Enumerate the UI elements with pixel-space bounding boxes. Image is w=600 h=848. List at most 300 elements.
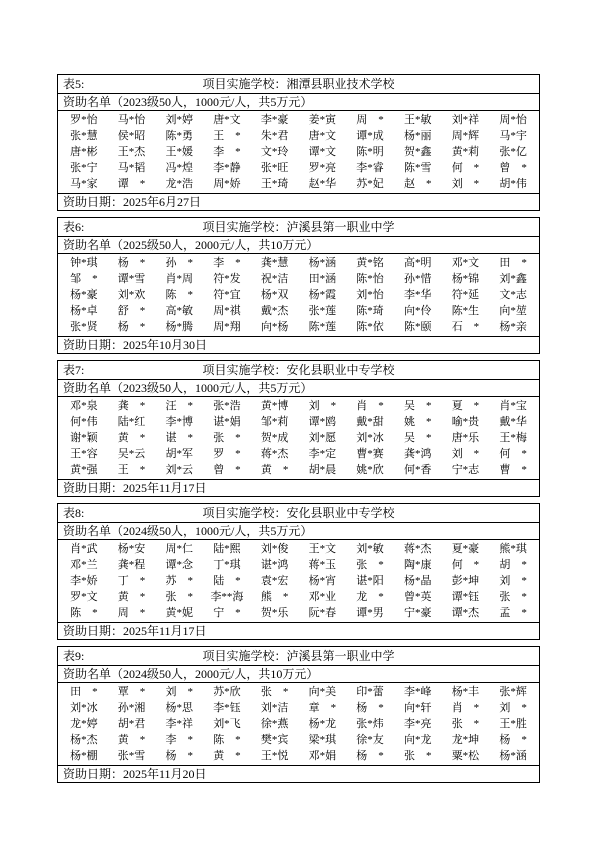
student-name: 黄 * <box>117 591 146 603</box>
student-name: 张 * <box>213 432 241 444</box>
student-name: 杨 * <box>165 750 193 762</box>
student-name: 何*伟 <box>70 416 98 428</box>
student-name: 谭*杰 <box>451 607 480 619</box>
student-name: 龙*婷 <box>70 718 98 730</box>
student-name: 苏*欣 <box>213 686 241 698</box>
school-title: 项目实施学校：泸溪县第一职业中学 <box>202 220 395 234</box>
student-name: 文*玲 <box>260 146 289 158</box>
student-name: 杨*晶 <box>403 575 432 587</box>
school-title: 项目实施学校：安化县职业中专学校 <box>202 506 395 520</box>
student-name: 陈*琦 <box>356 305 384 317</box>
student-name: 徐*友 <box>356 734 384 746</box>
name-row <box>60 446 537 462</box>
student-name: 杨 * <box>117 257 146 269</box>
student-name: 田*涵 <box>308 273 337 285</box>
student-name: 赵*华 <box>308 178 337 190</box>
student-name: 邓*文 <box>451 257 480 269</box>
names-grid <box>58 254 539 336</box>
student-name: 刘 * <box>451 448 480 460</box>
student-name: 杨*亲 <box>499 321 527 333</box>
name-row <box>60 287 537 303</box>
student-name: 王*文 <box>308 543 337 555</box>
funding-table-8 <box>57 503 540 640</box>
name-row <box>60 573 537 589</box>
student-name: 陈*颐 <box>403 321 432 333</box>
name-row <box>60 414 537 430</box>
student-name: 彭*坤 <box>451 575 480 587</box>
student-name: 李*钰 <box>213 702 241 714</box>
student-name: 李*定 <box>308 448 337 460</box>
student-name: 杨*豪 <box>70 289 98 301</box>
student-name: 张 * <box>260 686 289 698</box>
student-name: 邓*泉 <box>70 400 98 412</box>
name-row <box>60 716 537 732</box>
student-name: 刘*敏 <box>356 543 384 555</box>
funding-table-9 <box>57 646 540 783</box>
student-name: 章 * <box>308 702 337 714</box>
name-row <box>60 700 537 716</box>
student-name: 孙*惜 <box>403 273 432 285</box>
student-name: 杨*双 <box>260 289 289 301</box>
student-name: 陈*勇 <box>165 130 193 142</box>
student-name: 张*宁 <box>70 162 98 174</box>
student-name: 戴*华 <box>499 416 527 428</box>
student-name: 肖 * <box>356 400 384 412</box>
student-name: 向*龙 <box>403 734 432 746</box>
student-name: 邹*莉 <box>260 416 289 428</box>
student-name: 杨*腾 <box>165 321 193 333</box>
student-name: 吴*云 <box>117 448 146 460</box>
table-header-row <box>58 75 539 94</box>
student-name: 谭*钰 <box>451 591 480 603</box>
student-name: 刘*婷 <box>165 114 193 126</box>
student-name: 王*杰 <box>117 146 146 158</box>
student-name: 周*翔 <box>213 321 241 333</box>
student-name: 曾*英 <box>403 591 432 603</box>
subsidy-info: 资助名单（2023级50人，1000元/人，共5万元） <box>58 380 539 397</box>
student-name: 陈*明 <box>356 146 384 158</box>
name-row <box>60 430 537 446</box>
student-name: 谭*念 <box>165 559 193 571</box>
name-row <box>60 128 537 144</box>
table-header-row <box>58 361 539 380</box>
student-name: 孙 * <box>165 257 193 269</box>
student-name: 胡*伟 <box>499 178 527 190</box>
student-name: 陆*熙 <box>213 543 241 555</box>
student-name: 刘*鑫 <box>499 273 527 285</box>
student-name: 张*炜 <box>356 718 384 730</box>
student-name: 舒 * <box>117 305 146 317</box>
student-name: 杨*思 <box>165 702 193 714</box>
student-name: 杨*宵 <box>308 575 337 587</box>
student-name: 刘*洁 <box>260 702 289 714</box>
student-name: 吴 * <box>403 432 432 444</box>
student-name: 姜*寅 <box>308 114 337 126</box>
student-name: 苏*妃 <box>356 178 384 190</box>
name-row <box>60 589 537 605</box>
student-name: 胡 * <box>499 559 527 571</box>
student-name: 丁 * <box>117 575 146 587</box>
student-name: 赵 * <box>403 178 432 190</box>
subsidy-info: 资助名单（2023级50人，1000元/人，共5万元） <box>58 94 539 111</box>
student-name: 祝*洁 <box>260 273 289 285</box>
student-name: 张*雪 <box>117 750 146 762</box>
name-row <box>60 319 537 335</box>
student-name: 黄 * <box>117 734 146 746</box>
student-name: 胡*军 <box>165 448 193 460</box>
student-name: 王*敏 <box>403 114 432 126</box>
school-title: 项目实施学校：泸溪县第一职业中学 <box>202 649 395 663</box>
student-name: 杨*霞 <box>308 289 337 301</box>
table-label: 表5: <box>63 77 85 91</box>
student-name: 李*博 <box>165 416 193 428</box>
student-name: 马*韬 <box>117 162 146 174</box>
student-name: 何*香 <box>403 464 432 476</box>
funding-table-5 <box>57 74 540 211</box>
student-name: 龚 * <box>117 400 146 412</box>
student-name: 樊*宾 <box>260 734 289 746</box>
student-name: 陈 * <box>213 734 241 746</box>
student-name: 何 * <box>451 559 480 571</box>
student-name: 张 * <box>165 591 193 603</box>
student-name: 谭*文 <box>308 146 337 158</box>
student-name: 刘 * <box>165 686 193 698</box>
name-row <box>60 462 537 478</box>
subsidy-info: 资助名单（2024级50人，1000元/人，共5万元） <box>58 523 539 540</box>
name-row <box>60 271 537 287</box>
funding-date: 资助日期：2025年11月17日 <box>58 622 539 639</box>
funding-date: 资助日期：2025年6月27日 <box>58 193 539 210</box>
student-name: 李 * <box>213 257 241 269</box>
student-name: 杨 * <box>356 702 384 714</box>
student-name: 胡*晨 <box>308 464 337 476</box>
student-name: 丁*琪 <box>213 559 241 571</box>
student-name: 李*峰 <box>403 686 432 698</box>
student-name: 张*慧 <box>70 130 98 142</box>
student-name: 王*媛 <box>165 146 193 158</box>
student-name: 杨*丰 <box>451 686 480 698</box>
student-name: 黄*博 <box>260 400 289 412</box>
student-name: 陈*生 <box>451 305 480 317</box>
student-name: 周*怡 <box>499 114 527 126</box>
student-name: 谢*颖 <box>70 432 98 444</box>
student-name: 李**海 <box>210 591 244 603</box>
student-name: 黄*莉 <box>451 146 480 158</box>
student-name: 戴*甜 <box>356 416 384 428</box>
funding-table-6 <box>57 217 540 354</box>
student-name: 梁*琪 <box>308 734 337 746</box>
student-name: 孙*湘 <box>117 702 146 714</box>
student-name: 杨*涵 <box>308 257 337 269</box>
student-name: 符*宜 <box>213 289 241 301</box>
student-name: 周 * <box>356 114 384 126</box>
student-name: 龙 * <box>356 591 384 603</box>
student-name: 王*胜 <box>499 718 527 730</box>
student-name: 杨 * <box>499 734 527 746</box>
name-row <box>60 684 537 700</box>
student-name: 杨*涵 <box>499 750 527 762</box>
student-name: 田 * <box>70 686 98 698</box>
student-name: 戴*杰 <box>260 305 289 317</box>
student-name: 杨*锦 <box>451 273 480 285</box>
student-name: 杨*安 <box>117 543 146 555</box>
student-name: 印*蕾 <box>356 686 384 698</box>
student-name: 田 * <box>499 257 527 269</box>
student-name: 谌*鸿 <box>260 559 289 571</box>
student-name: 黄*铭 <box>356 257 384 269</box>
student-name: 谌*阳 <box>356 575 384 587</box>
student-name: 王*琦 <box>260 178 289 190</box>
name-row <box>60 112 537 128</box>
student-name: 李*华 <box>403 289 432 301</box>
student-name: 龚*程 <box>117 559 146 571</box>
student-name: 冯*煌 <box>165 162 193 174</box>
student-name: 曹 * <box>499 464 527 476</box>
student-name: 王*悦 <box>260 750 289 762</box>
student-name: 石 * <box>451 321 480 333</box>
student-name: 罗*怡 <box>70 114 98 126</box>
names-grid <box>58 397 539 479</box>
student-name: 黄 * <box>260 464 289 476</box>
student-name: 黄 * <box>117 432 146 444</box>
student-name: 曹*赛 <box>356 448 384 460</box>
student-name: 孟 * <box>499 607 527 619</box>
student-name: 陈 * <box>165 289 193 301</box>
student-name: 文*志 <box>499 289 527 301</box>
student-name: 徐*燕 <box>260 718 289 730</box>
student-name: 张*贤 <box>70 321 98 333</box>
student-name: 陈*雪 <box>403 162 432 174</box>
student-name: 周 * <box>117 607 146 619</box>
student-name: 谭 * <box>117 178 146 190</box>
student-name: 张 * <box>403 750 432 762</box>
student-name: 杨 * <box>117 321 146 333</box>
student-name: 刘 * <box>499 575 527 587</box>
student-name: 杨*棚 <box>70 750 98 762</box>
student-name: 杨*丽 <box>403 130 432 142</box>
student-name: 刘 * <box>499 702 527 714</box>
student-name: 夏 * <box>451 400 480 412</box>
student-name: 龙*浩 <box>165 178 193 190</box>
student-name: 李*亮 <box>403 718 432 730</box>
student-name: 贺*鑫 <box>403 146 432 158</box>
student-name: 刘*愿 <box>308 432 337 444</box>
student-name: 周*仁 <box>165 543 193 555</box>
student-name: 唐*文 <box>308 130 337 142</box>
student-name: 马*家 <box>70 178 98 190</box>
name-row <box>60 557 537 573</box>
student-name: 蒋*玉 <box>308 559 337 571</box>
student-name: 刘 * <box>451 178 480 190</box>
student-name: 李 * <box>165 734 193 746</box>
student-name: 刘*祥 <box>451 114 480 126</box>
student-name: 阮*春 <box>308 607 337 619</box>
name-row <box>60 303 537 319</box>
student-name: 李*静 <box>213 162 241 174</box>
student-name: 张 * <box>451 718 480 730</box>
student-name: 何 * <box>499 448 527 460</box>
name-row <box>60 732 537 748</box>
student-name: 熊*琪 <box>499 543 527 555</box>
student-name: 汪 * <box>165 400 193 412</box>
student-name: 陆*红 <box>117 416 146 428</box>
student-name: 邓*兰 <box>70 559 98 571</box>
student-name: 王 * <box>117 464 146 476</box>
student-name: 喻*贵 <box>451 416 480 428</box>
student-name: 张 * <box>356 559 384 571</box>
funding-date: 资助日期：2025年11月20日 <box>58 765 539 782</box>
student-name: 熊 * <box>260 591 289 603</box>
student-name: 覃 * <box>117 686 146 698</box>
school-title: 项目实施学校：安化县职业中专学校 <box>202 363 395 377</box>
student-name: 曾 * <box>499 162 527 174</box>
student-name: 陆 * <box>213 575 241 587</box>
student-name: 张 * <box>499 591 527 603</box>
student-name: 谭*男 <box>356 607 384 619</box>
funding-date: 资助日期：2025年10月30日 <box>58 336 539 353</box>
student-name: 胡*君 <box>117 718 146 730</box>
student-name: 谌 * <box>165 432 193 444</box>
student-name: 刘*冰 <box>356 432 384 444</box>
name-row <box>60 160 537 176</box>
student-name: 宁*志 <box>451 464 480 476</box>
student-name: 何 * <box>451 162 480 174</box>
names-grid <box>58 540 539 622</box>
student-name: 周*辉 <box>451 130 480 142</box>
student-name: 龚*鸿 <box>403 448 432 460</box>
student-name: 向*杨 <box>260 321 289 333</box>
student-name: 谭*雪 <box>117 273 146 285</box>
table-header-row <box>58 504 539 523</box>
student-name: 罗*文 <box>70 591 98 603</box>
student-name: 侯*昭 <box>117 130 146 142</box>
name-row <box>60 144 537 160</box>
tables-container <box>57 74 540 789</box>
table-label: 表8: <box>63 506 85 520</box>
student-name: 袁*宏 <box>260 575 289 587</box>
student-name: 向*堃 <box>499 305 527 317</box>
student-name: 李*祥 <box>165 718 193 730</box>
student-name: 谌*娟 <box>213 416 241 428</box>
student-name: 杨*卓 <box>70 305 98 317</box>
school-title: 项目实施学校：湘潭县职业技术学校 <box>202 77 395 91</box>
student-name: 吴 * <box>403 400 432 412</box>
student-name: 肖*周 <box>165 273 193 285</box>
student-name: 肖*武 <box>70 543 98 555</box>
student-name: 钟*琪 <box>70 257 98 269</box>
student-name: 龚*慧 <box>260 257 289 269</box>
student-name: 朱*君 <box>260 130 289 142</box>
student-name: 谭*成 <box>356 130 384 142</box>
student-name: 李*娇 <box>70 575 98 587</box>
student-name: 黄*强 <box>70 464 98 476</box>
student-name: 陈 * <box>70 607 98 619</box>
student-name: 苏 * <box>165 575 193 587</box>
table-label: 表9: <box>63 649 85 663</box>
student-name: 陈*怡 <box>356 273 384 285</box>
student-name: 向*美 <box>308 686 337 698</box>
student-name: 邓*娟 <box>308 750 337 762</box>
name-row <box>60 541 537 557</box>
student-name: 唐*乐 <box>451 432 480 444</box>
student-name: 刘 * <box>308 400 337 412</box>
student-name: 陶*康 <box>403 559 432 571</box>
table-label: 表7: <box>63 363 85 377</box>
names-grid <box>58 111 539 193</box>
student-name: 黄*妮 <box>165 607 193 619</box>
student-name: 杨*杰 <box>70 734 98 746</box>
student-name: 高*敏 <box>165 305 193 317</box>
student-name: 王 * <box>213 130 241 142</box>
student-name: 谭*鸥 <box>308 416 337 428</box>
student-name: 马*怡 <box>117 114 146 126</box>
student-name: 王*梅 <box>499 432 527 444</box>
student-name: 杨 * <box>356 750 384 762</box>
student-name: 张*旺 <box>260 162 289 174</box>
funding-table-7 <box>57 360 540 497</box>
student-name: 贺*乐 <box>260 607 289 619</box>
student-name: 李*睿 <box>356 162 384 174</box>
student-name: 罗*亮 <box>308 162 337 174</box>
student-name: 向*伶 <box>403 305 432 317</box>
student-name: 刘*欢 <box>117 289 146 301</box>
student-name: 陈*依 <box>356 321 384 333</box>
name-row <box>60 176 537 192</box>
student-name: 李 * <box>213 146 241 158</box>
student-name: 邓*业 <box>308 591 337 603</box>
student-name: 刘*冰 <box>70 702 98 714</box>
student-name: 刘*怡 <box>356 289 384 301</box>
student-name: 李*豪 <box>260 114 289 126</box>
name-row <box>60 605 537 621</box>
student-name: 唐*彬 <box>70 146 98 158</box>
student-name: 肖*宝 <box>499 400 527 412</box>
student-name: 周*祺 <box>213 305 241 317</box>
student-name: 张*浩 <box>213 400 241 412</box>
student-name: 宁*豪 <box>403 607 432 619</box>
student-name: 刘*飞 <box>213 718 241 730</box>
student-name: 张*亿 <box>499 146 527 158</box>
student-name: 高*明 <box>403 257 432 269</box>
student-name: 邹 * <box>70 273 98 285</box>
student-name: 杨*龙 <box>308 718 337 730</box>
student-name: 肖 * <box>451 702 480 714</box>
student-name: 姚*欣 <box>356 464 384 476</box>
student-name: 龙*坤 <box>451 734 480 746</box>
name-row <box>60 398 537 414</box>
student-name: 符*延 <box>451 289 480 301</box>
student-name: 姚 * <box>403 416 432 428</box>
student-name: 符*发 <box>213 273 241 285</box>
student-name: 刘*云 <box>165 464 193 476</box>
student-name: 张*辉 <box>499 686 527 698</box>
student-name: 宁 * <box>213 607 241 619</box>
funding-date: 资助日期：2025年11月17日 <box>58 479 539 496</box>
subsidy-info: 资助名单（2025级50人，2000元/人，共10万元） <box>58 237 539 254</box>
names-grid <box>58 683 539 765</box>
student-name: 粟*松 <box>451 750 480 762</box>
table-header-row <box>58 647 539 666</box>
table-label: 表6: <box>63 220 85 234</box>
student-name: 唐*文 <box>213 114 241 126</box>
student-name: 贺*成 <box>260 432 289 444</box>
student-name: 黄 * <box>213 750 241 762</box>
student-name: 蒋*杰 <box>403 543 432 555</box>
student-name: 刘*俊 <box>260 543 289 555</box>
table-header-row <box>58 218 539 237</box>
student-name: 王*容 <box>70 448 98 460</box>
student-name: 向*轩 <box>403 702 432 714</box>
